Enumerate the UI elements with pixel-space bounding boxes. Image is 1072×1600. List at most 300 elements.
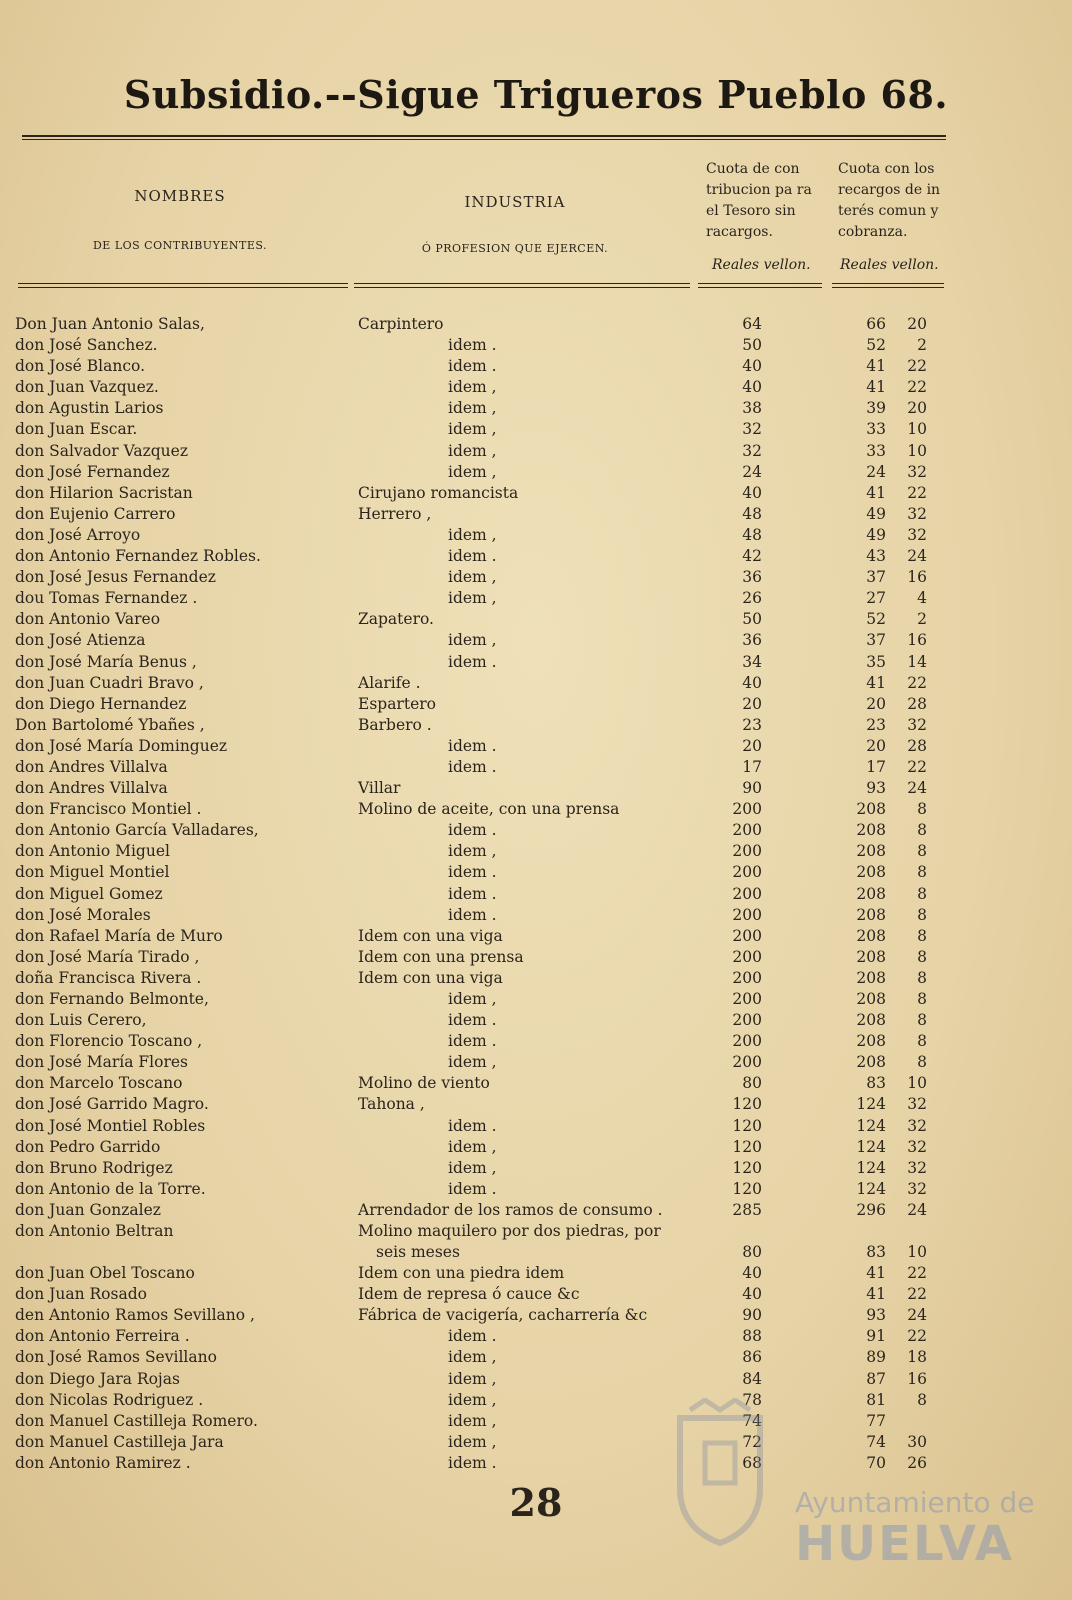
cuota-recargos: 43: [866, 547, 886, 566]
table-row: [0, 694, 1072, 715]
industria-text: idem .: [448, 905, 497, 924]
cuota-recargos-fraction: 28: [907, 694, 927, 713]
header-rule-cuota2: [832, 283, 944, 284]
industria-text: Fábrica de vacigería, cacharrería &c: [358, 1306, 648, 1325]
contributor-name: don Antonio Ramirez .: [15, 1453, 191, 1472]
industria-text: idem ,: [448, 420, 497, 439]
table-row: [0, 398, 1072, 419]
cuota-recargos-fraction: 8: [917, 800, 927, 819]
cuota-tesoro: 86: [742, 1348, 762, 1367]
cuota-recargos: 49: [866, 525, 886, 544]
industria-text: idem .: [448, 336, 497, 355]
header-rule-nombres-thin: [18, 287, 348, 288]
cuota-recargos: 37: [866, 568, 886, 587]
contributor-industria: [358, 799, 688, 820]
industria-text: Barbero .: [358, 715, 432, 734]
contributor-industria: [358, 926, 688, 947]
cuota-tesoro: 74: [742, 1411, 762, 1430]
cuota-tesoro: 20: [742, 694, 762, 713]
cuota-recargos-fraction: 8: [917, 1032, 927, 1051]
table-row: [0, 862, 1072, 883]
contributor-name: don Antonio Fernandez Robles.: [15, 547, 261, 566]
table-row: [0, 1010, 1072, 1031]
cuota-tesoro: 200: [732, 947, 762, 966]
header-rule-industria: [354, 283, 690, 284]
contributor-industria: [358, 947, 688, 968]
table-row: [0, 1052, 1072, 1073]
industria-text: Arrendador de los ramos de consumo .: [358, 1200, 663, 1219]
cuota-tesoro: 90: [742, 779, 762, 798]
cuota-tesoro: 90: [742, 1306, 762, 1325]
contributor-name: don Marcelo Toscano: [15, 1074, 183, 1093]
contributor-name: don Bruno Rodrigez: [15, 1158, 173, 1177]
cuota-recargos-fraction: 24: [907, 779, 927, 798]
cuota-tesoro: 88: [742, 1327, 762, 1346]
cuota-recargos: 17: [866, 757, 886, 776]
contributor-industria: [358, 715, 688, 736]
cuota-tesoro: 64: [742, 315, 762, 333]
contributor-name: don Antonio Miguel: [15, 842, 170, 861]
cuota-tesoro: 40: [742, 483, 762, 502]
cuota-recargos: 124: [856, 1095, 886, 1114]
contributor-industria: [358, 1305, 688, 1326]
header-rule-nombres: [18, 283, 348, 284]
cuota-recargos: 124: [856, 1158, 886, 1177]
table-row: [0, 778, 1072, 799]
title-rule-thin: [22, 139, 946, 140]
table-row: [0, 588, 1072, 609]
contributor-name: don José Jesus Fernandez: [15, 568, 216, 587]
cuota-tesoro: 34: [742, 652, 762, 671]
table-row: [0, 1369, 1072, 1390]
contributor-name: don José María Benus ,: [15, 652, 197, 671]
cuota-recargos: 41: [866, 378, 886, 397]
cuota-tesoro: 48: [742, 525, 762, 544]
header-nombres: NOMBRES: [134, 187, 226, 205]
table-row: [0, 1263, 1072, 1284]
cuota-tesoro: 32: [742, 441, 762, 460]
cuota-recargos: 208: [856, 947, 886, 966]
industria-text: idem .: [448, 821, 497, 840]
contributor-name: don Juan Rosado: [15, 1285, 147, 1304]
cuota-recargos-fraction: 8: [917, 1011, 927, 1030]
header-industria-sub: Ó PROFESION QUE EJERCEN.: [421, 242, 609, 255]
header-unit-2: Reales vellon.: [840, 257, 939, 273]
industria-text: Espartero: [358, 694, 436, 713]
industria-text: Molino de aceite, con una prensa: [358, 800, 620, 819]
industria-text: Tahona ,: [358, 1095, 425, 1114]
contributor-name: don José Blanco.: [15, 357, 146, 376]
header-cuota-recargos: Cuota con los recargos de in terés comun y cobranza.: [838, 161, 941, 240]
industria-text: idem ,: [448, 842, 497, 861]
cuota-tesoro: 80: [742, 1243, 762, 1262]
cuota-recargos: 208: [856, 926, 886, 945]
coat-of-arms-icon: [660, 1398, 780, 1548]
industria-text: idem .: [448, 1179, 497, 1198]
cuota-tesoro: 72: [742, 1432, 762, 1451]
header-rule-cuota1: [698, 283, 822, 284]
industria-text: idem ,: [448, 1158, 497, 1177]
table-row: [0, 905, 1072, 926]
cuota-tesoro: 200: [732, 990, 762, 1008]
contributor-name: don José Garrido Magro.: [15, 1095, 209, 1114]
cuota-tesoro: 120: [732, 1137, 762, 1156]
table-row: [0, 1284, 1072, 1305]
header-rule-cuota1-thin: [698, 287, 822, 288]
cuota-tesoro: 200: [732, 905, 762, 924]
contributor-industria: [358, 314, 688, 335]
cuota-recargos-fraction: 16: [907, 631, 927, 650]
cuota-recargos-fraction: 10: [907, 1243, 927, 1262]
cuota-recargos-fraction: 22: [907, 673, 927, 692]
cuota-recargos-fraction: 22: [907, 1327, 927, 1346]
title-rule: [22, 135, 946, 137]
contributor-name: don José María Dominguez: [15, 736, 228, 755]
cuota-recargos-fraction: 22: [907, 757, 927, 776]
contributor-name: don Fernando Belmonte,: [15, 990, 209, 1008]
cuota-recargos-fraction: 22: [907, 1264, 927, 1283]
industria-text: Idem con una piedra idem: [358, 1264, 565, 1283]
cuota-recargos-fraction: 20: [907, 315, 927, 333]
cuota-recargos: 41: [866, 1264, 886, 1283]
contributor-name: don Antonio Beltran: [15, 1222, 174, 1241]
table-row: [0, 757, 1072, 778]
cuota-recargos: 83: [866, 1243, 886, 1262]
header-industria: INDUSTRIA: [464, 193, 566, 211]
contributor-name: don Andres Villalva: [15, 779, 168, 798]
table-row: [0, 377, 1072, 398]
cuota-tesoro: 200: [732, 1032, 762, 1051]
industria-text: idem ,: [448, 1411, 497, 1430]
contributor-industria: [358, 694, 688, 715]
industria-text: Idem con una viga: [358, 968, 503, 987]
cuota-recargos-fraction: 18: [907, 1348, 927, 1367]
cuota-recargos-fraction: 32: [907, 462, 927, 481]
cuota-recargos-fraction: 10: [907, 420, 927, 439]
industria-text: idem ,: [448, 1390, 497, 1409]
cuota-tesoro: 285: [732, 1200, 762, 1219]
cuota-recargos-fraction: 32: [907, 1095, 927, 1114]
contributor-name: don Diego Jara Rojas: [15, 1369, 180, 1388]
contributor-industria: [358, 1263, 688, 1284]
cuota-tesoro: 40: [742, 357, 762, 376]
contributor-name: don Rafael María de Muro: [15, 926, 223, 945]
industria-text: Villar: [358, 779, 401, 798]
table-row: [0, 1390, 1072, 1411]
contributor-name: don Luis Cerero,: [15, 1011, 147, 1030]
cuota-recargos-fraction: 8: [917, 968, 927, 987]
contributor-industria: [358, 1200, 688, 1221]
cuota-tesoro: 78: [742, 1390, 762, 1409]
contributor-name: don Eujenio Carrero: [15, 504, 176, 523]
contributor-name: den Antonio Ramos Sevillano ,: [15, 1306, 255, 1325]
industria-text: Idem con una viga: [358, 926, 503, 945]
contributor-name: don Agustin Larios: [15, 399, 164, 418]
cuota-tesoro: 200: [732, 821, 762, 840]
cuota-recargos: 49: [866, 504, 886, 523]
cuota-recargos-fraction: 10: [907, 1074, 927, 1093]
industria-text: idem .: [448, 884, 497, 903]
cuota-tesoro: 40: [742, 1285, 762, 1304]
cuota-tesoro: 20: [742, 736, 762, 755]
cuota-recargos: 208: [856, 1011, 886, 1030]
industria-text: idem ,: [448, 589, 497, 608]
industria-text: idem .: [448, 357, 497, 376]
cuota-tesoro: 200: [732, 842, 762, 861]
contributor-name: don José Morales: [15, 905, 151, 924]
cuota-recargos-fraction: 8: [917, 947, 927, 966]
table-row: [0, 1179, 1072, 1200]
cuota-recargos: 20: [866, 694, 886, 713]
contributor-name: don Juan Gonzalez: [15, 1200, 161, 1219]
cuota-recargos-fraction: 22: [907, 1285, 927, 1304]
table-row: [0, 1031, 1072, 1052]
table-row: [0, 736, 1072, 757]
contributor-name: don José María Flores: [15, 1053, 188, 1072]
cuota-recargos-fraction: 14: [907, 652, 927, 671]
cuota-recargos-fraction: 30: [907, 1432, 927, 1451]
cuota-recargos: 39: [866, 399, 886, 418]
cuota-recargos-fraction: 22: [907, 378, 927, 397]
industria-text: idem ,: [448, 441, 497, 460]
cuota-recargos: 41: [866, 673, 886, 692]
cuota-recargos-fraction: 32: [907, 1116, 927, 1135]
table-row: [0, 926, 1072, 947]
cuota-recargos-fraction: 8: [917, 884, 927, 903]
cuota-tesoro: 24: [742, 462, 762, 481]
industria-text-line2: seis meses: [376, 1243, 460, 1262]
table-row: [0, 1137, 1072, 1158]
industria-text: idem .: [448, 547, 497, 566]
cuota-recargos: 208: [856, 863, 886, 882]
cuota-tesoro: 200: [732, 800, 762, 819]
table-row: [0, 546, 1072, 567]
cuota-tesoro: 120: [732, 1179, 762, 1198]
contributor-industria: [358, 673, 688, 694]
industria-text: idem .: [448, 1032, 497, 1051]
table-row: [0, 1432, 1072, 1453]
contributor-name: don Antonio Ferreira .: [15, 1327, 190, 1346]
cuota-tesoro: 200: [732, 1053, 762, 1072]
table-row: [0, 1200, 1072, 1221]
cuota-recargos-fraction: 28: [907, 736, 927, 755]
contributor-name: don Diego Hernandez: [15, 694, 187, 713]
contributor-name: don José Atienza: [15, 631, 146, 650]
cuota-tesoro: 120: [732, 1116, 762, 1135]
table-row: [0, 820, 1072, 841]
cuota-recargos: 124: [856, 1179, 886, 1198]
cuota-recargos-fraction: 22: [907, 483, 927, 502]
contributor-name: don José María Tirado ,: [15, 947, 200, 966]
cuota-recargos-fraction: 32: [907, 715, 927, 734]
cuota-recargos-fraction: 8: [917, 842, 927, 861]
table-row: [0, 335, 1072, 356]
cuota-recargos-fraction: 24: [907, 1200, 927, 1219]
contributor-name: Don Bartolomé Ybañes ,: [15, 715, 205, 734]
industria-text: idem ,: [448, 525, 497, 544]
cuota-recargos-fraction: 32: [907, 1158, 927, 1177]
cuota-tesoro: 68: [742, 1453, 762, 1472]
industria-text: idem .: [448, 757, 497, 776]
cuota-tesoro: 200: [732, 1011, 762, 1030]
cuota-recargos: 208: [856, 1053, 886, 1072]
industria-text: idem ,: [448, 1053, 497, 1072]
contributor-industria: [358, 1073, 688, 1094]
contributor-name: don Andres Villalva: [15, 757, 168, 776]
contributor-name: don Manuel Castilleja Romero.: [15, 1411, 258, 1430]
table-row: [0, 1347, 1072, 1368]
table-row: [0, 1326, 1072, 1347]
industria-text: idem ,: [448, 399, 497, 418]
cuota-tesoro: 42: [742, 547, 762, 566]
cuota-recargos: 93: [866, 1306, 886, 1325]
cuota-recargos-fraction: 10: [907, 441, 927, 460]
cuota-recargos-fraction: 8: [917, 1390, 927, 1409]
table-row: [0, 1411, 1072, 1432]
cuota-recargos-fraction: 8: [917, 990, 927, 1008]
header-unit-1: Reales vellon.: [712, 257, 811, 273]
contributor-name: don José Sanchez.: [15, 336, 158, 355]
cuota-recargos: 24: [866, 462, 886, 481]
table-row: [0, 1453, 1072, 1474]
cuota-recargos-fraction: 2: [917, 610, 927, 629]
table-row: [0, 419, 1072, 440]
industria-text: idem ,: [448, 1432, 497, 1451]
cuota-recargos: 208: [856, 990, 886, 1008]
cuota-recargos: 208: [856, 884, 886, 903]
cuota-recargos: 52: [866, 336, 886, 355]
cuota-recargos: 23: [866, 715, 886, 734]
contributor-name: don José Montiel Robles: [15, 1116, 206, 1135]
cuota-recargos: 52: [866, 610, 886, 629]
cuota-recargos: 87: [866, 1369, 886, 1388]
table-row: [0, 462, 1072, 483]
contributor-name: don Miguel Montiel: [15, 863, 170, 882]
table-row: [0, 1116, 1072, 1137]
cuota-recargos: 208: [856, 800, 886, 819]
cuota-recargos-fraction: 24: [907, 547, 927, 566]
contributor-name: doña Francisca Rivera .: [15, 968, 202, 987]
contributor-name: don José Ramos Sevillano: [15, 1348, 217, 1367]
industria-text: idem ,: [448, 631, 497, 650]
cuota-tesoro: 36: [742, 568, 762, 587]
industria-text: Alarife .: [358, 673, 421, 692]
cuota-recargos-fraction: 32: [907, 504, 927, 523]
cuota-recargos: 77: [866, 1411, 886, 1430]
table-row: [0, 567, 1072, 588]
cuota-tesoro: 80: [742, 1074, 762, 1093]
header-nombres-sub: DE LOS CONTRIBUYENTES.: [92, 239, 267, 252]
contributor-industria: [358, 504, 688, 525]
cuota-tesoro: 36: [742, 631, 762, 650]
industria-text: Carpintero: [358, 315, 444, 333]
cuota-tesoro: 50: [742, 610, 762, 629]
cuota-recargos-fraction: 26: [907, 1453, 927, 1472]
table-row: [0, 483, 1072, 504]
cuota-recargos: 208: [856, 968, 886, 987]
table-row: [0, 314, 1072, 335]
industria-text: idem ,: [448, 1348, 497, 1367]
industria-text: Cirujano romancista: [358, 483, 519, 502]
cuota-recargos: 83: [866, 1074, 886, 1093]
cuota-recargos: 70: [866, 1453, 886, 1472]
table-row: [0, 1305, 1072, 1326]
cuota-tesoro: 200: [732, 968, 762, 987]
contributor-name: dou Tomas Fernandez .: [15, 589, 198, 608]
table-row: [0, 356, 1072, 377]
cuota-tesoro: 32: [742, 420, 762, 439]
contributor-name: don Juan Cuadri Bravo ,: [15, 673, 204, 692]
contributor-name: don Juan Vazquez.: [15, 378, 159, 397]
header-cuota-tesoro: Cuota de con tribucion pa ra el Tesoro sin racargos.: [706, 161, 812, 240]
table-row: [0, 504, 1072, 525]
cuota-recargos-fraction: 2: [917, 336, 927, 355]
header-rule-cuota2-thin: [832, 287, 944, 288]
cuota-recargos: 66: [866, 315, 886, 333]
industria-text: idem .: [448, 1116, 497, 1135]
cuota-recargos-fraction: 22: [907, 357, 927, 376]
contributor-name: don Antonio de la Torre.: [15, 1179, 206, 1198]
cuota-tesoro: 84: [742, 1369, 762, 1388]
cuota-recargos-fraction: 32: [907, 1137, 927, 1156]
cuota-tesoro: 40: [742, 673, 762, 692]
cuota-recargos-fraction: 20: [907, 399, 927, 418]
page-number: 28: [509, 1480, 563, 1525]
cuota-recargos-fraction: 32: [907, 1179, 927, 1198]
cuota-recargos: 41: [866, 1285, 886, 1304]
table-row: [0, 652, 1072, 673]
cuota-recargos: 41: [866, 483, 886, 502]
cuota-tesoro: 120: [732, 1158, 762, 1177]
table-row: [0, 673, 1072, 694]
cuota-recargos-fraction: 4: [917, 589, 927, 608]
cuota-recargos: 89: [866, 1348, 886, 1367]
cuota-recargos-fraction: 8: [917, 863, 927, 882]
cuota-recargos: 124: [856, 1116, 886, 1135]
table-row: [0, 947, 1072, 968]
contributor-name: don Salvador Vazquez: [15, 441, 188, 460]
cuota-tesoro: 40: [742, 1264, 762, 1283]
table-row: [0, 841, 1072, 862]
industria-text: Idem con una prensa: [358, 947, 524, 966]
cuota-tesoro: 200: [732, 926, 762, 945]
cuota-recargos: 33: [866, 420, 886, 439]
cuota-recargos: 41: [866, 357, 886, 376]
industria-text: idem ,: [448, 568, 497, 587]
cuota-recargos: 296: [856, 1200, 886, 1219]
cuota-recargos-fraction: 16: [907, 1369, 927, 1388]
cuota-recargos: 124: [856, 1137, 886, 1156]
contributor-name: don Hilarion Sacristan: [15, 483, 193, 502]
table-row: [0, 441, 1072, 462]
cuota-recargos: 74: [866, 1432, 886, 1451]
cuota-recargos: 208: [856, 1032, 886, 1051]
cuota-recargos-fraction: 32: [907, 525, 927, 544]
cuota-tesoro: 50: [742, 336, 762, 355]
table-row: [0, 1094, 1072, 1115]
industria-text: Idem de represa ó cauce &c: [358, 1285, 580, 1304]
contributor-name: don Florencio Toscano ,: [15, 1032, 203, 1051]
industria-text: Molino maquilero por dos piedras, por: [358, 1222, 661, 1241]
contributor-industria: [358, 1094, 688, 1115]
cuota-recargos: 33: [866, 441, 886, 460]
table-row: [0, 1221, 1072, 1263]
contributor-industria: [358, 483, 688, 504]
contributor-industria: [358, 609, 688, 630]
industria-text: idem .: [448, 1453, 497, 1472]
cuota-recargos-fraction: 24: [907, 1306, 927, 1325]
contributor-industria: [358, 778, 688, 799]
